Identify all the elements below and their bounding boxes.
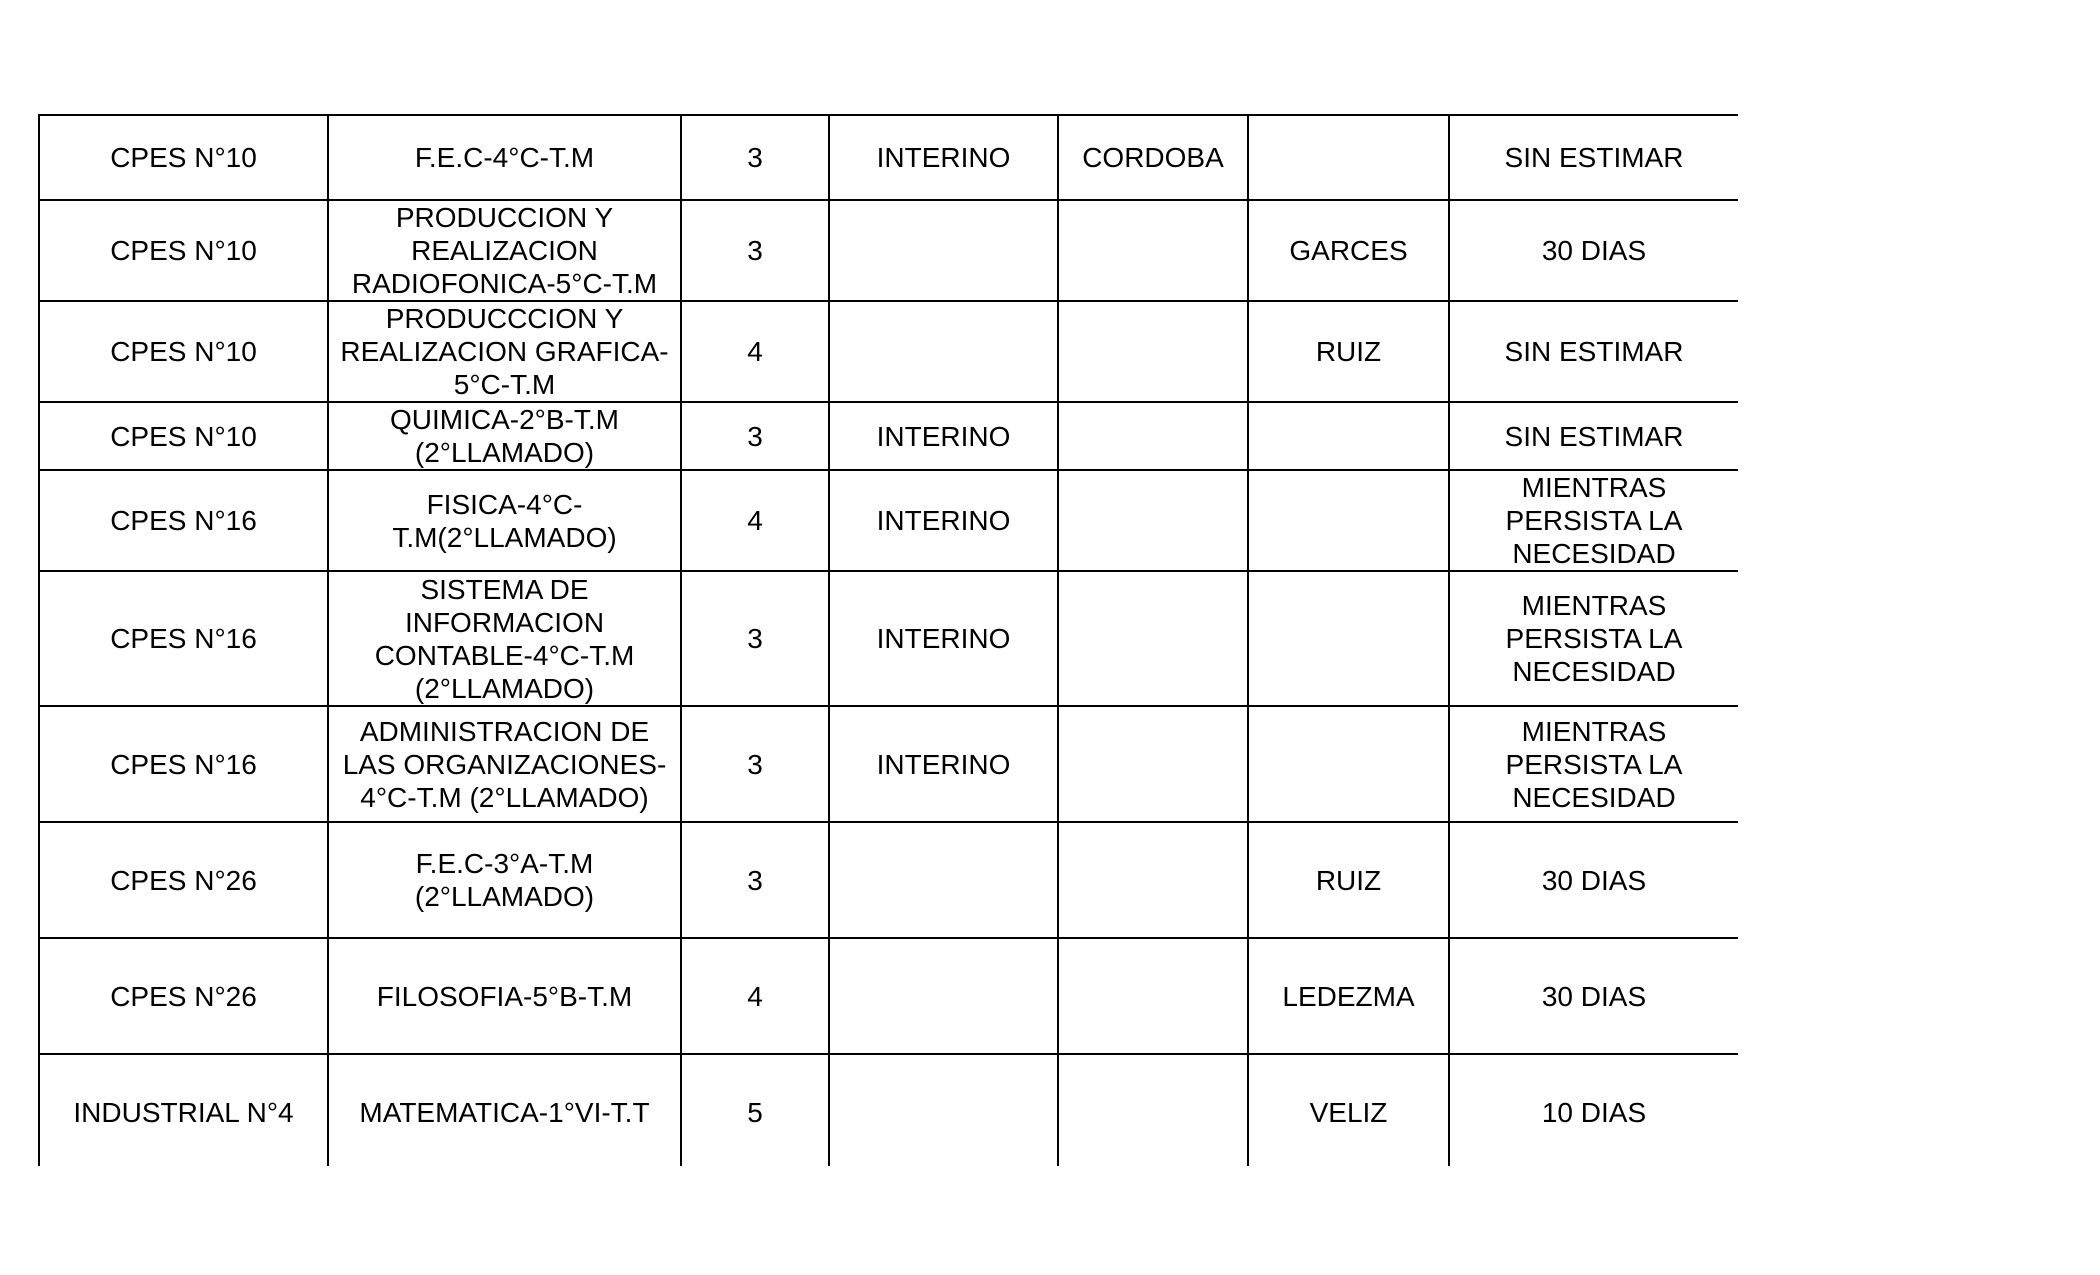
hours-cell: 3 bbox=[681, 706, 829, 822]
vacancy-table bbox=[38, 114, 1738, 1166]
subject-cell: QUIMICA-2°B-T.M (2°LLAMADO) bbox=[328, 402, 681, 470]
duration-cell: 10 DIAS bbox=[1449, 1054, 1738, 1166]
status-cell: INTERINO bbox=[829, 470, 1058, 571]
name-cell bbox=[1058, 402, 1248, 470]
status-cell: INTERINO bbox=[829, 571, 1058, 706]
school-cell: INDUSTRIAL N°4 bbox=[39, 1054, 328, 1166]
school-cell: CPES N°10 bbox=[39, 115, 328, 200]
hours-cell: 4 bbox=[681, 301, 829, 402]
hours-cell: 3 bbox=[681, 402, 829, 470]
table-row bbox=[39, 938, 1738, 1054]
school-cell: CPES N°10 bbox=[39, 200, 328, 301]
duration-cell: MIENTRAS PERSISTA LA NECESIDAD bbox=[1449, 571, 1738, 706]
table-row bbox=[39, 822, 1738, 938]
status-cell: INTERINO bbox=[829, 115, 1058, 200]
duration-cell: 30 DIAS bbox=[1449, 822, 1738, 938]
status-cell bbox=[829, 200, 1058, 301]
replaced-name-cell bbox=[1248, 706, 1449, 822]
school-cell: CPES N°26 bbox=[39, 938, 328, 1054]
replaced-name-cell bbox=[1248, 115, 1449, 200]
duration-cell: MIENTRAS PERSISTA LA NECESIDAD bbox=[1449, 706, 1738, 822]
table-row bbox=[39, 1054, 1738, 1166]
hours-cell: 5 bbox=[681, 1054, 829, 1166]
school-cell: CPES N°10 bbox=[39, 301, 328, 402]
subject-cell: FISICA-4°C-T.M(2°LLAMADO) bbox=[328, 470, 681, 571]
school-cell: CPES N°16 bbox=[39, 470, 328, 571]
replaced-name-cell: LEDEZMA bbox=[1248, 938, 1449, 1054]
replaced-name-cell bbox=[1248, 402, 1449, 470]
subject-cell: FILOSOFIA-5°B-T.M bbox=[328, 938, 681, 1054]
replaced-name-cell bbox=[1248, 571, 1449, 706]
name-cell bbox=[1058, 571, 1248, 706]
duration-cell: 30 DIAS bbox=[1449, 938, 1738, 1054]
duration-cell: 30 DIAS bbox=[1449, 200, 1738, 301]
school-cell: CPES N°16 bbox=[39, 571, 328, 706]
name-cell bbox=[1058, 1054, 1248, 1166]
duration-cell: SIN ESTIMAR bbox=[1449, 115, 1738, 200]
name-cell bbox=[1058, 706, 1248, 822]
duration-cell: SIN ESTIMAR bbox=[1449, 301, 1738, 402]
table-row bbox=[39, 115, 1738, 200]
duration-cell: MIENTRAS PERSISTA LA NECESIDAD bbox=[1449, 470, 1738, 571]
table-row bbox=[39, 200, 1738, 301]
school-cell: CPES N°26 bbox=[39, 822, 328, 938]
table-row bbox=[39, 706, 1738, 822]
name-cell bbox=[1058, 822, 1248, 938]
table-row bbox=[39, 402, 1738, 470]
school-cell: CPES N°16 bbox=[39, 706, 328, 822]
table-row bbox=[39, 571, 1738, 706]
hours-cell: 3 bbox=[681, 115, 829, 200]
table-row bbox=[39, 301, 1738, 402]
replaced-name-cell bbox=[1248, 470, 1449, 571]
name-cell: CORDOBA bbox=[1058, 115, 1248, 200]
name-cell bbox=[1058, 470, 1248, 571]
status-cell: INTERINO bbox=[829, 706, 1058, 822]
hours-cell: 4 bbox=[681, 470, 829, 571]
hours-cell: 3 bbox=[681, 571, 829, 706]
name-cell bbox=[1058, 301, 1248, 402]
status-cell bbox=[829, 1054, 1058, 1166]
subject-cell: ADMINISTRACION DE LAS ORGANIZACIONES-4°C-T.M (2°LLAMADO) bbox=[328, 706, 681, 822]
hours-cell: 3 bbox=[681, 200, 829, 301]
replaced-name-cell: RUIZ bbox=[1248, 822, 1449, 938]
subject-cell: F.E.C-3°A-T.M (2°LLAMADO) bbox=[328, 822, 681, 938]
replaced-name-cell: RUIZ bbox=[1248, 301, 1449, 402]
school-cell: CPES N°10 bbox=[39, 402, 328, 470]
table-body bbox=[39, 115, 1738, 1166]
status-cell bbox=[829, 938, 1058, 1054]
status-cell bbox=[829, 301, 1058, 402]
replaced-name-cell: VELIZ bbox=[1248, 1054, 1449, 1166]
name-cell bbox=[1058, 938, 1248, 1054]
status-cell bbox=[829, 822, 1058, 938]
name-cell bbox=[1058, 200, 1248, 301]
subject-cell: PRODUCCION Y REALIZACION RADIOFONICA-5°C-T.M bbox=[328, 200, 681, 301]
subject-cell: MATEMATICA-1°VI-T.T bbox=[328, 1054, 681, 1166]
hours-cell: 4 bbox=[681, 938, 829, 1054]
subject-cell: SISTEMA DE INFORMACION CONTABLE-4°C-T.M (2°LLAMADO) bbox=[328, 571, 681, 706]
duration-cell: SIN ESTIMAR bbox=[1449, 402, 1738, 470]
replaced-name-cell: GARCES bbox=[1248, 200, 1449, 301]
table-row bbox=[39, 470, 1738, 571]
status-cell: INTERINO bbox=[829, 402, 1058, 470]
subject-cell: PRODUCCCION Y REALIZACION GRAFICA-5°C-T.M bbox=[328, 301, 681, 402]
hours-cell: 3 bbox=[681, 822, 829, 938]
spreadsheet-page bbox=[38, 114, 1738, 1166]
subject-cell: F.E.C-4°C-T.M bbox=[328, 115, 681, 200]
